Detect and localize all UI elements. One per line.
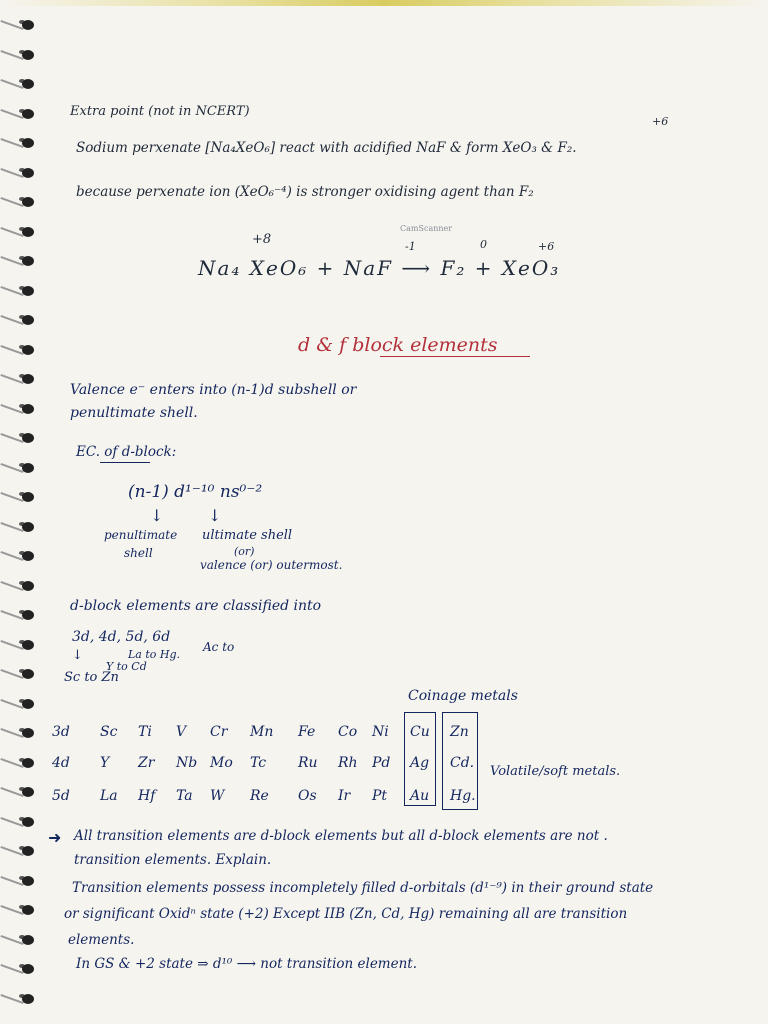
spiral-wire	[0, 639, 23, 649]
coinage-metals-box	[404, 712, 436, 806]
series-list: 3d, 4d, 5d, 6d	[72, 629, 171, 645]
spiral-ring	[22, 50, 34, 60]
series-row-label: 3d	[52, 724, 70, 740]
la-to-hg-note: La to Hg.	[128, 648, 181, 661]
note-line-2: transition elements. Explain.	[74, 852, 272, 868]
spiral-wire	[0, 669, 23, 679]
element-symbol: Tc	[250, 755, 267, 771]
note-line-3: Transition elements possess incompletely filled d-orbitals (d¹⁻⁹) in their ground state	[72, 880, 654, 896]
element-symbol: Ti	[138, 724, 152, 740]
spiral-ring	[22, 551, 34, 561]
spiral-wire	[0, 492, 23, 502]
spiral-ring	[22, 964, 34, 974]
spiral-wire	[0, 403, 23, 413]
note-line-4: or significant Oxidⁿ state (+2) Except IIB (Zn, Cd, Hg) remaining all are transition	[64, 906, 628, 922]
element-symbol: Cu	[410, 724, 430, 740]
spiral-ring	[22, 492, 34, 502]
spiral-ring	[22, 433, 34, 443]
element-symbol: W	[210, 788, 225, 804]
spiral-ring	[22, 758, 34, 768]
spiral-ring	[22, 286, 34, 296]
penultimate-label: penultimate	[104, 528, 178, 542]
spiral-binding	[0, 0, 40, 1024]
ox-state-xe-right: +6	[538, 240, 555, 253]
ec-underline	[100, 462, 150, 463]
spiral-ring	[22, 994, 34, 1004]
shell-label: shell	[124, 546, 153, 560]
spiral-ring	[22, 669, 34, 679]
spiral-ring	[22, 79, 34, 89]
element-symbol: Mo	[210, 755, 233, 771]
spiral-ring	[22, 905, 34, 915]
or-label: (or)	[234, 545, 255, 558]
scanner-watermark: CamScanner	[400, 224, 453, 233]
element-symbol: Rh	[338, 755, 358, 771]
spiral-wire	[0, 875, 23, 885]
series-row-label: 4d	[52, 755, 70, 771]
spiral-ring	[22, 256, 34, 266]
element-symbol: Ir	[338, 788, 351, 804]
element-symbol: Ni	[372, 724, 389, 740]
spiral-ring	[22, 227, 34, 237]
ac-to-note: Ac to	[203, 640, 235, 654]
series-row-label: 5d	[52, 788, 70, 804]
valence-text-1: Valence e⁻ enters into (n-1)d subshell or	[70, 382, 357, 398]
volatile-metals-box	[442, 712, 478, 810]
spiral-wire	[0, 433, 23, 443]
spiral-ring	[22, 197, 34, 207]
spiral-wire	[0, 20, 23, 30]
spiral-wire	[0, 787, 23, 797]
element-symbol: Mn	[250, 724, 274, 740]
spiral-ring	[22, 817, 34, 827]
spiral-wire	[0, 846, 23, 856]
spiral-wire	[0, 285, 23, 295]
spiral-ring	[22, 876, 34, 886]
extra-point-note: Extra point (not in NCERT)	[70, 104, 250, 119]
spiral-wire	[0, 580, 23, 590]
spiral-ring	[22, 138, 34, 148]
spiral-ring	[22, 846, 34, 856]
spiral-wire	[0, 610, 23, 620]
element-symbol: Au	[410, 788, 430, 804]
spiral-wire	[0, 964, 23, 974]
spiral-ring	[22, 315, 34, 325]
note-line-1: All transition elements are d-block elements but all d-block elements are not .	[74, 828, 608, 844]
spiral-wire	[0, 49, 23, 59]
perxenate-reaction-text: Sodium perxenate [Na₄XeO₆] react with acidified NaF & form XeO₃ & F₂.	[76, 140, 577, 156]
spiral-wire	[0, 344, 23, 354]
spiral-ring	[22, 522, 34, 532]
spiral-wire	[0, 993, 23, 1003]
heading-underline	[380, 356, 530, 357]
element-symbol: V	[176, 724, 187, 740]
spiral-ring	[22, 168, 34, 178]
spiral-wire	[0, 905, 23, 915]
element-symbol: Zr	[138, 755, 155, 771]
sc-to-zn-note: Sc to Zn	[64, 670, 119, 685]
spiral-wire	[0, 108, 23, 118]
element-symbol: Zn	[450, 724, 469, 740]
spiral-ring	[22, 640, 34, 650]
redox-equation: Na₄ XeO₆ + NaF ⟶ F₂ + XeO₃	[198, 256, 561, 280]
element-symbol: Y	[100, 755, 110, 771]
section-heading: d & f block elements	[298, 334, 498, 356]
spiral-wire	[0, 757, 23, 767]
spiral-wire	[0, 521, 23, 531]
element-symbol: Re	[250, 788, 269, 804]
element-symbol: Hg.	[450, 788, 476, 804]
y-to-cd-note: Y to Cd	[106, 660, 147, 673]
page-top-edge	[0, 0, 768, 6]
spiral-ring	[22, 581, 34, 591]
spiral-wire	[0, 197, 23, 207]
element-symbol: Fe	[298, 724, 316, 740]
spiral-wire	[0, 728, 23, 738]
valence-text-2: penultimate shell.	[70, 405, 198, 421]
down-arrow-icon: ↓	[208, 506, 222, 525]
note-line-5: elements.	[68, 932, 135, 948]
spiral-ring	[22, 20, 34, 30]
element-symbol: Pt	[372, 788, 388, 804]
note-line-6: In GS & +2 state ⇒ d¹⁰ ⟶ not transition element.	[76, 956, 418, 972]
down-arrow-icon: ↓	[150, 506, 164, 525]
perxenate-reason-text: because perxenate ion (XeO₆⁻⁴) is stronger oxidising agent than F₂	[76, 184, 534, 200]
spiral-wire	[0, 226, 23, 236]
ox-state-f-left: -1	[405, 240, 416, 253]
ox-state-f2: 0	[480, 238, 487, 251]
ultimate-shell-label: ultimate shell	[202, 528, 293, 543]
ox-state-xe-left: +8	[252, 232, 272, 247]
ec-heading: EC. of d-block:	[76, 444, 177, 460]
spiral-wire	[0, 167, 23, 177]
spiral-ring	[22, 374, 34, 384]
element-symbol: Nb	[176, 755, 198, 771]
right-arrow-icon: ➜	[48, 828, 62, 847]
element-symbol: Hf	[138, 788, 156, 804]
spiral-ring	[22, 787, 34, 797]
spiral-wire	[0, 698, 23, 708]
element-symbol: La	[100, 788, 118, 804]
element-symbol: Cr	[210, 724, 228, 740]
classification-text: d-block elements are classified into	[70, 598, 322, 614]
spiral-wire	[0, 256, 23, 266]
coinage-metals-label: Coinage metals	[408, 688, 518, 704]
volatile-metals-label: Volatile/soft metals.	[490, 764, 621, 779]
spiral-wire	[0, 462, 23, 472]
element-symbol: Sc	[100, 724, 118, 740]
spiral-ring	[22, 699, 34, 709]
spiral-ring	[22, 109, 34, 119]
oxidation-state-label: +6	[652, 115, 669, 128]
spiral-wire	[0, 374, 23, 384]
spiral-wire	[0, 551, 23, 561]
spiral-wire	[0, 315, 23, 325]
element-symbol: Co	[338, 724, 358, 740]
spiral-wire	[0, 816, 23, 826]
element-symbol: Ta	[176, 788, 193, 804]
element-symbol: Os	[298, 788, 317, 804]
spiral-ring	[22, 463, 34, 473]
valence-outermost-label: valence (or) outermost.	[200, 558, 343, 572]
spiral-wire	[0, 79, 23, 89]
spiral-ring	[22, 404, 34, 414]
spiral-ring	[22, 728, 34, 738]
element-symbol: Cd.	[450, 755, 475, 771]
spiral-wire	[0, 138, 23, 148]
spiral-ring	[22, 345, 34, 355]
electronic-configuration: (n-1) d¹⁻¹⁰ ns⁰⁻²	[128, 482, 263, 502]
element-symbol: Pd	[372, 755, 391, 771]
spiral-ring	[22, 610, 34, 620]
spiral-ring	[22, 935, 34, 945]
spiral-wire	[0, 934, 23, 944]
element-symbol: Ag	[410, 755, 430, 771]
down-arrow-icon: ↓	[72, 648, 83, 663]
element-symbol: Ru	[298, 755, 318, 771]
